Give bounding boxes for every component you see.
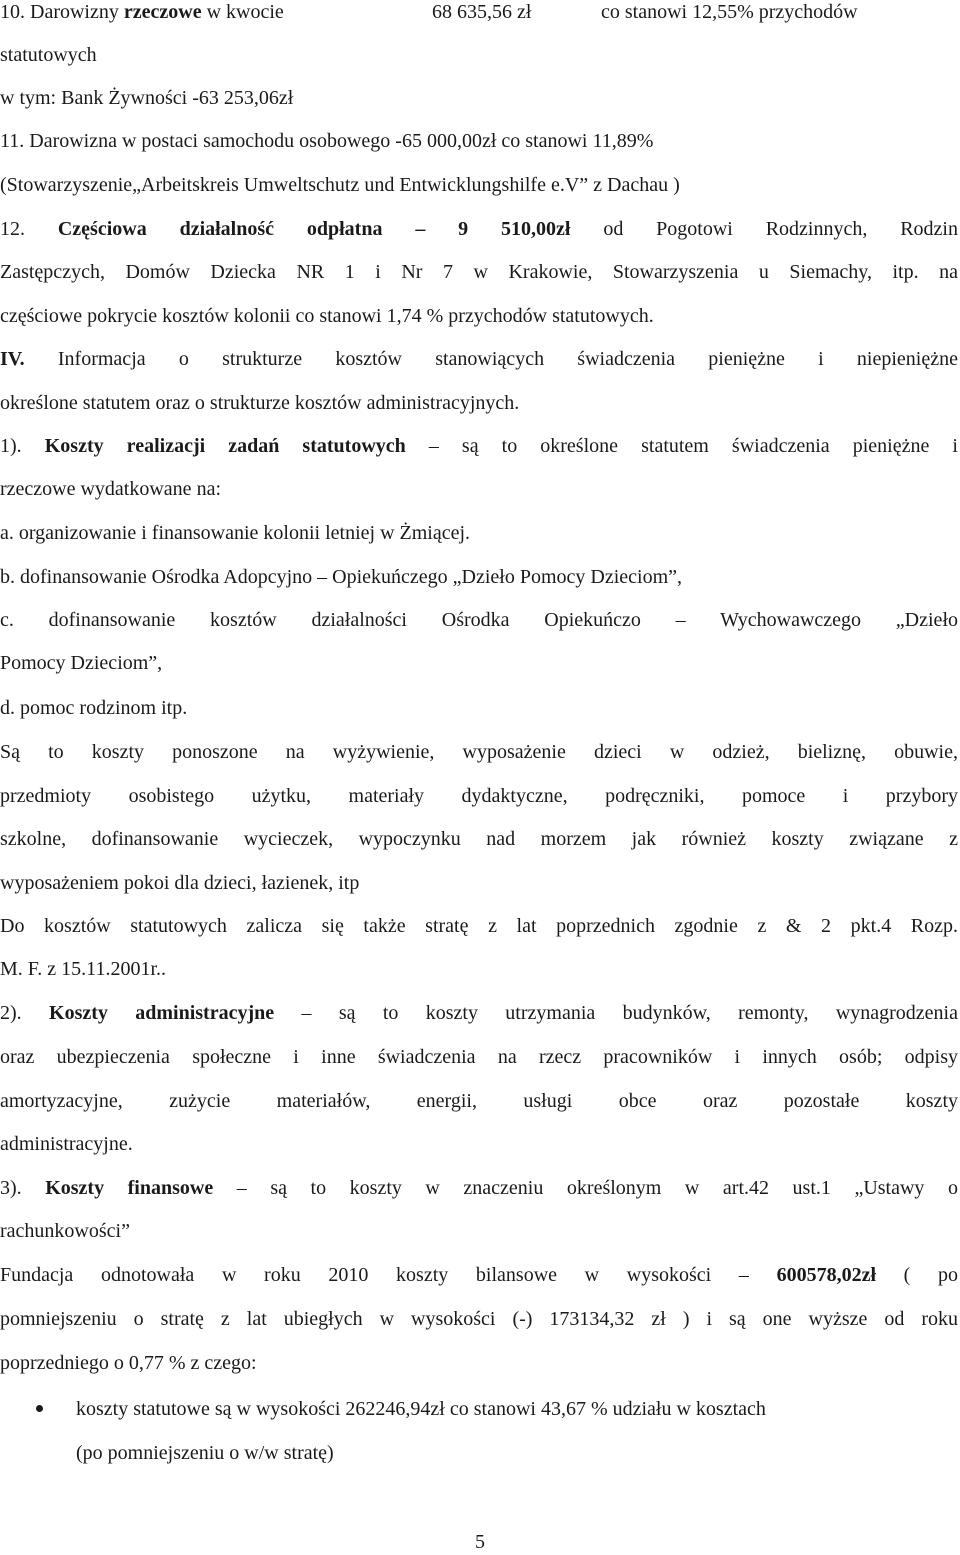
costs-1-line-2: rzeczowe wydatkowane na:: [0, 478, 221, 500]
costs-1-loss-line-1: Do kosztów statutowych zalicza się także stratę z lat poprzednich zgodnie z & 2 pkt.4 Rozp.: [0, 915, 958, 937]
item-12-num: 12.: [0, 218, 58, 240]
costs-2-line-3: amortyzacyjne, zużycie materiałów, energii, usługi obce oraz pozostałe koszty: [0, 1090, 958, 1112]
costs-3-bold: Koszty finansowe: [45, 1177, 214, 1199]
item-10-amount: 68 635,56 zł: [432, 1, 532, 23]
summary-line-1: [0, 1263, 958, 1287]
page-number: 5: [475, 1531, 485, 1553]
item-11-line-2: (Stowarzyszenie„Arbeitskreis Umweltschutz und Entwicklungshilfe e.V” z Dachau ): [0, 174, 680, 196]
item-12-line-1: [0, 217, 958, 241]
section-iv-line-2: określone statutem oraz o strukturze kosztów administracyjnych.: [0, 392, 520, 414]
bullet-line-1: koszty statutowe są w wysokości 262246,94zł co stanowi 43,67 % udziału w kosztach: [76, 1398, 766, 1420]
item-10-bold: rzeczowe: [123, 1, 202, 23]
item-12-line-2: Zastępczych, Domów Dziecka NR 1 i Nr 7 w Krakowie, Stowarzyszenia u Siemachy, itp. na: [0, 261, 958, 283]
costs-1-item-c-2: Pomocy Dzieciom”,: [0, 652, 163, 674]
costs-2-line-2: oraz ubezpieczenia społeczne i inne świadczenia na rzecz pracowników i innych osób; odpisy: [0, 1046, 958, 1068]
costs-2-rest: – są to koszty utrzymania budynków, remonty, wynagrodzenia: [274, 1002, 958, 1024]
costs-1-item-d: d. pomoc rodzinom itp.: [0, 697, 188, 719]
costs-1-item-a: a. organizowanie i finansowanie kolonii letniej w Żmiącej.: [0, 522, 471, 544]
item-10-mid: w kwocie: [201, 1, 284, 23]
costs-1-item-b: b. dofinansowanie Ośrodka Adopcyjno – Opiekuńczego „Dzieło Pomocy Dzieciom”,: [0, 566, 683, 588]
section-iv-line-1: [0, 347, 958, 371]
costs-1-item-c-1: c. dofinansowanie kosztów działalności Ośrodka Opiekuńczo – Wychowawczego „Dzieło: [0, 609, 958, 631]
summary-post: ( po: [876, 1264, 958, 1286]
item-10-line-1: [0, 0, 958, 24]
summary-line-3: poprzedniego o 0,77 % z czego:: [0, 1352, 257, 1374]
costs-1-para-line-1: Są to koszty ponoszone na wyżywienie, wyposażenie dzieci w odzież, bieliznę, obuwie,: [0, 741, 958, 763]
section-iv-text: Informacja o strukturze kosztów stanowiących świadczenia pieniężne i niepieniężne: [24, 348, 958, 370]
bullet-line-2: (po pomniejszeniu o w/w stratę): [76, 1442, 334, 1464]
bullet-item-cont: [0, 1441, 958, 1465]
costs-1-num: 1).: [0, 435, 45, 457]
costs-1-para-line-4: wyposażeniem pokoi dla dzieci, łazienek, itp: [0, 872, 360, 894]
costs-3-rest: – są to koszty w znaczeniu określonym w art.42 ust.1 „Ustawy o: [213, 1177, 958, 1199]
item-12-rest: od Pogotowi Rodzinnych, Rodzin: [570, 218, 958, 240]
summary-total: 600578,02zł: [776, 1264, 876, 1286]
costs-1-rest: – są to określone statutem świadczenia pieniężne i: [405, 435, 958, 457]
summary-line-2: pomniejszeniu o stratę z lat ubiegłych w wysokości (-) 173134,32 zł ) i są one wyższe od roku: [0, 1308, 958, 1330]
costs-3-num: 3).: [0, 1177, 46, 1199]
costs-2-bold: Koszty administracyjne: [49, 1002, 275, 1024]
costs-2-line-4: administracyjne.: [0, 1133, 133, 1155]
bullet-item: [0, 1397, 958, 1421]
item-12-line-3: częściowe pokrycie kosztów kolonii co stanowi 1,74 % przychodów statutowych.: [0, 305, 654, 327]
item-10-bank: w tym: Bank Żywności -63 253,06zł: [0, 87, 294, 109]
costs-1-para-line-2: przedmioty osobistego użytku, materiały dydaktyczne, podręczniki, pomoce i przybory: [0, 785, 958, 807]
costs-1-para-line-3: szkolne, dofinansowanie wycieczek, wypoczynku nad morzem jak również koszty związane z: [0, 828, 958, 850]
costs-1-loss-line-2: M. F. z 15.11.2001r..: [0, 958, 166, 980]
costs-3-line-1: [0, 1176, 958, 1200]
item-10-line-2: statutowych: [0, 44, 97, 66]
costs-2-line-1: [0, 1001, 958, 1025]
bullet-icon: [36, 1405, 43, 1412]
costs-3-line-2: rachunkowości”: [0, 1220, 130, 1242]
section-iv-number: IV.: [0, 348, 25, 370]
costs-1-bold: Koszty realizacji zadań statutowych: [44, 435, 406, 457]
item-10-prefix: 10. Darowizny: [0, 1, 124, 23]
summary-pre: Fundacja odnotowała w roku 2010 koszty bilansowe w wysokości –: [0, 1264, 777, 1286]
costs-2-num: 2).: [0, 1002, 50, 1024]
item-12-bold: Częściowa działalność odpłatna – 9 510,00zł: [57, 218, 571, 240]
costs-1-line-1: [0, 434, 958, 458]
item-10-suffix: co stanowi 12,55% przychodów: [601, 1, 858, 23]
item-11-line-1: 11. Darowizna w postaci samochodu osobowego -65 000,00zł co stanowi 11,89%: [0, 130, 654, 152]
